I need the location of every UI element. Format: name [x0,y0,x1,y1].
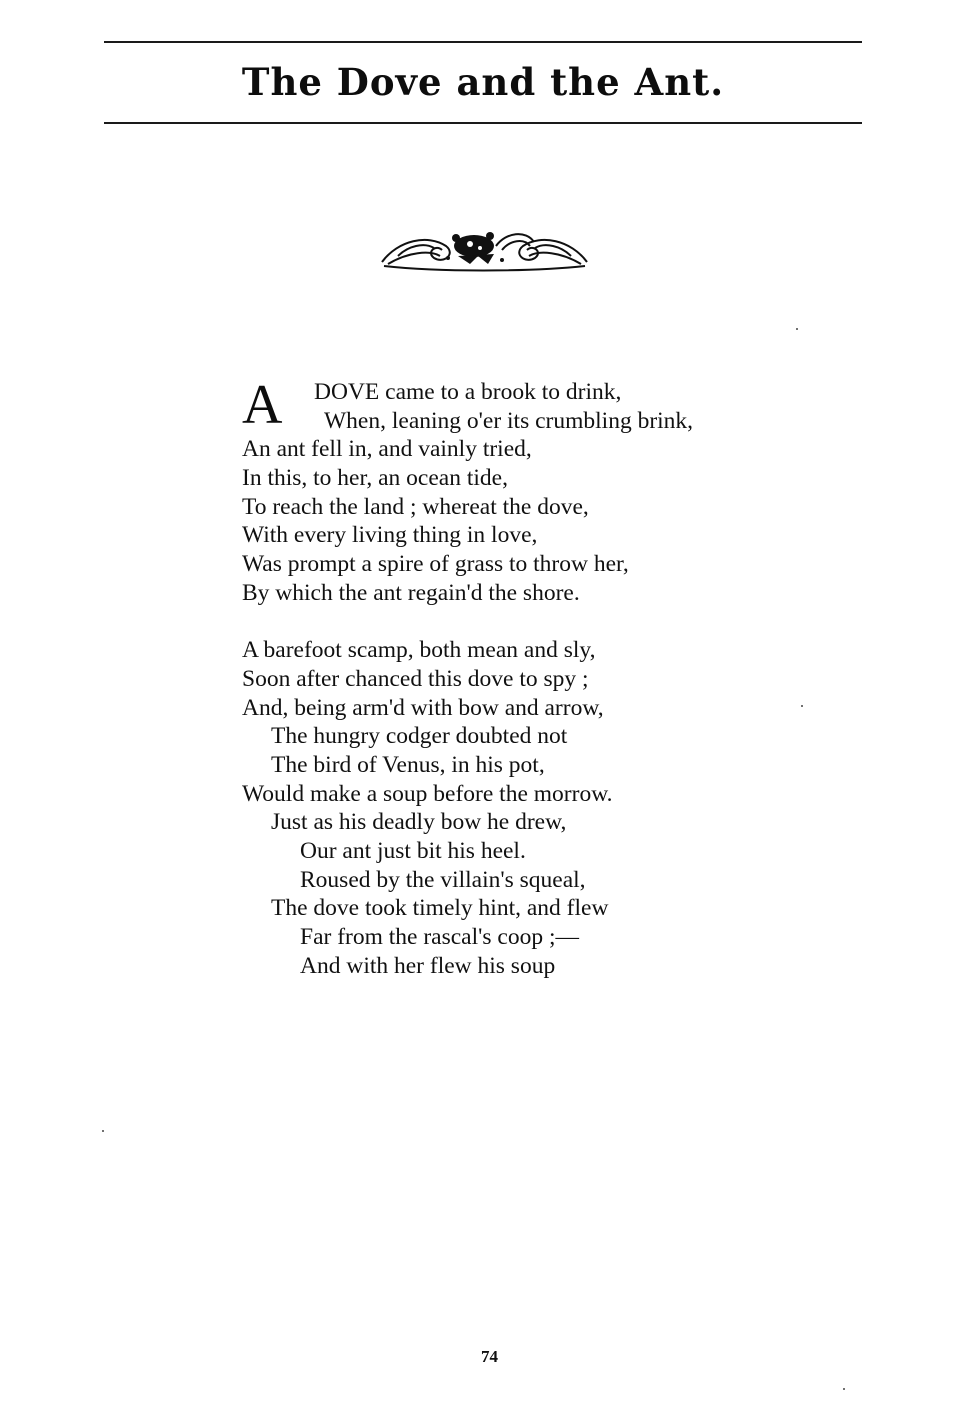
poem-line: Soon after chanced this dove to spy ; [242,665,589,692]
print-speck [796,328,798,330]
poem-line: Was prompt a spire of grass to throw her, [242,551,629,578]
poem-line: Just as his deadly bow he drew, [271,809,567,836]
stanza-gap [242,608,862,637]
poem-line: And with her flew his soup [300,952,556,979]
poem-line: Would make a soup before the morrow. [242,780,613,807]
poem-line: When, leaning o'er its crumbling brink, [324,407,694,434]
poem-line: Roused by the villain's squeal, [300,866,586,893]
print-speck [102,1130,104,1132]
poem-line: The dove took timely hint, and flew [271,895,609,922]
print-speck [801,705,803,707]
poem-line: Our ant just bit his heel. [300,838,526,864]
poem [242,374,862,980]
poem-line: DOVE came to a brook to drink, [314,379,622,405]
top-rule [104,41,862,43]
poem-line: By which the ant regain'd the shore. [242,579,580,606]
poem-line: With every living thing in love, [242,522,538,549]
poem-line: The bird of Venus, in his pot, [271,751,545,778]
scroll-ornament-icon [378,222,591,274]
poem-line: An ant fell in, and vainly tried, [242,436,532,463]
print-speck [843,1388,845,1390]
poem-line: A barefoot scamp, both mean and sly, [242,637,596,664]
page-title: The Dove and the Ant. [241,60,725,104]
page-number: 74 [481,1347,498,1366]
poem-line: Far from the rascal's coop ;— [300,924,579,951]
poem-line: To reach the land ; whereat the dove, [242,493,589,520]
drop-cap: A [242,374,283,436]
bottom-rule [104,122,862,124]
poem-line: In this, to her, an ocean tide, [242,465,508,492]
poem-line: The hungry codger doubted not [271,723,568,750]
poem-line: And, being arm'd with bow and arrow, [242,694,604,721]
